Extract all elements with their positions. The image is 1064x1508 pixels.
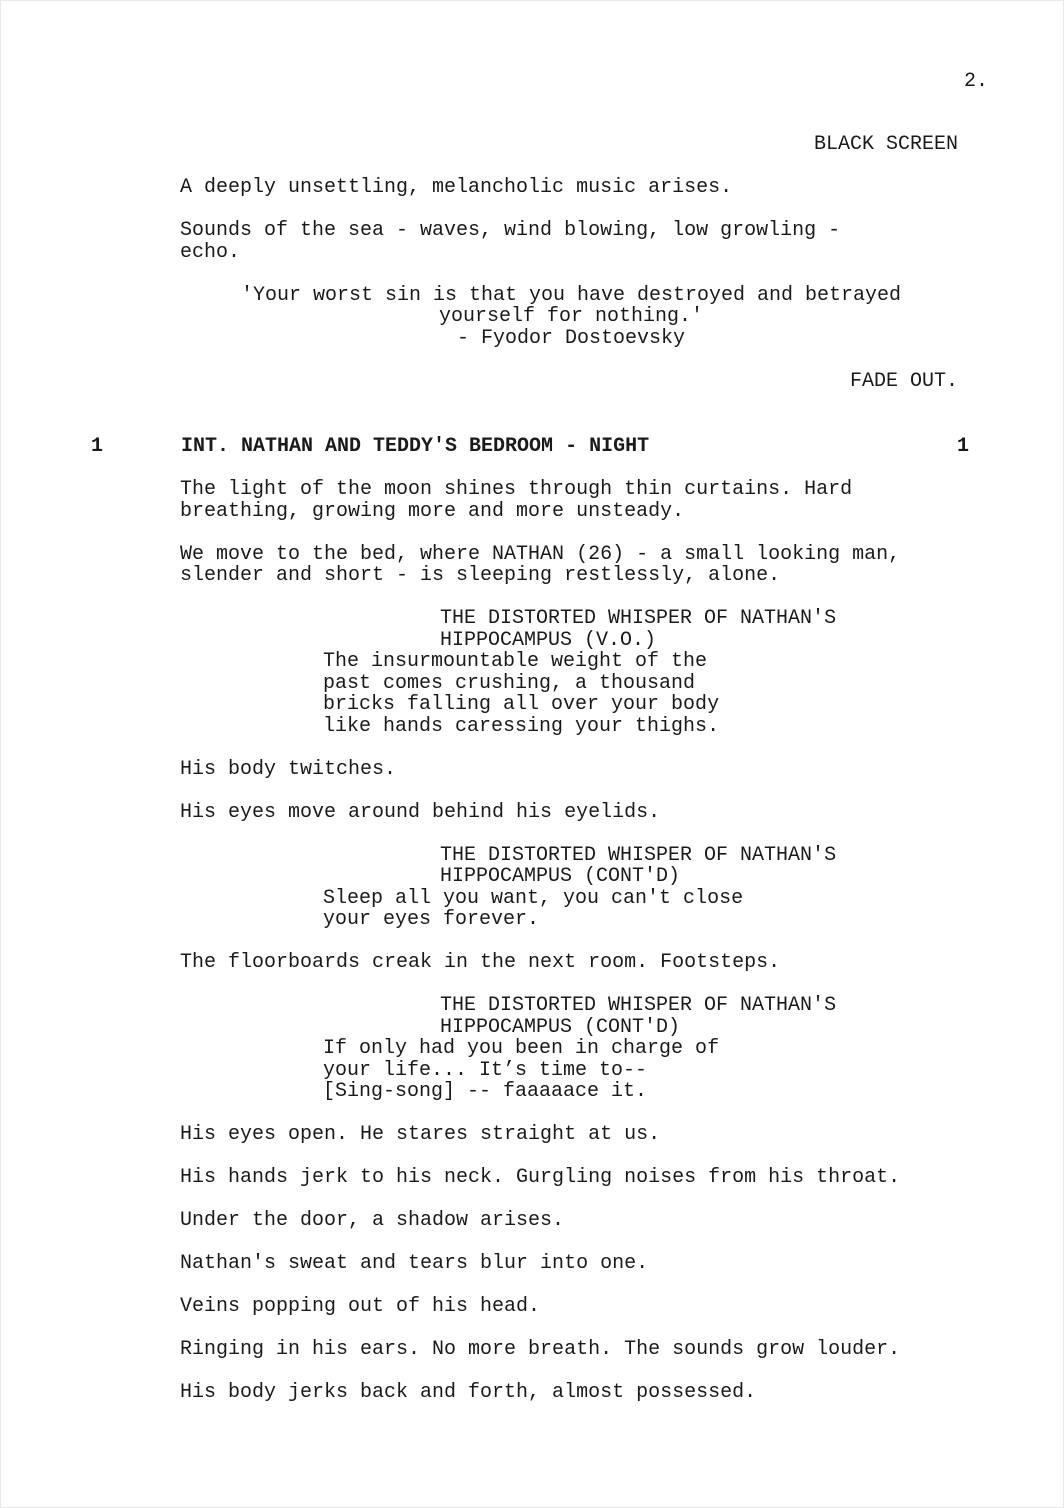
action-line: Nathan's sweat and tears blur into one. bbox=[180, 1252, 649, 1275]
dialogue-line: The insurmountable weight of the bbox=[323, 650, 708, 673]
dialogue-line: Sleep all you want, you can't close bbox=[323, 887, 744, 910]
action-line: A deeply unsettling, melancholic music arises. bbox=[180, 176, 733, 199]
action-line: Ringing in his ears. No more breath. The sounds grow louder. bbox=[180, 1338, 901, 1361]
action-line: We move to the bed, where NATHAN (26) - a small looking man, bbox=[180, 543, 901, 566]
dialogue-line: your eyes forever. bbox=[323, 908, 540, 931]
action-line: breathing, growing more and more unsteady. bbox=[180, 500, 685, 523]
character-cue: THE DISTORTED WHISPER OF NATHAN'S bbox=[440, 607, 837, 630]
character-cue: THE DISTORTED WHISPER OF NATHAN'S bbox=[440, 844, 837, 867]
quote-attribution: - Fyodor Dostoevsky bbox=[456, 327, 686, 350]
action-line: Under the door, a shadow arises. bbox=[180, 1209, 565, 1232]
action-line: His eyes move around behind his eyelids. bbox=[180, 801, 661, 824]
dialogue-line: like hands caressing your thighs. bbox=[323, 715, 720, 738]
dialogue-line: past comes crushing, a thousand bbox=[323, 672, 696, 695]
action-line: slender and short - is sleeping restlessly, alone. bbox=[180, 564, 781, 587]
action-line: Sounds of the sea - waves, wind blowing, low growling - bbox=[180, 219, 841, 242]
dialogue-line: If only had you been in charge of bbox=[323, 1037, 720, 1060]
scene-number-right: 1 bbox=[957, 435, 970, 458]
action-line: His body twitches. bbox=[180, 758, 397, 781]
action-line: The floorboards creak in the next room. Footsteps. bbox=[180, 951, 781, 974]
scene-heading: INT. NATHAN AND TEDDY'S BEDROOM - NIGHT bbox=[181, 435, 650, 458]
action-line: echo. bbox=[180, 241, 241, 264]
quote-line: yourself for nothing.' bbox=[438, 305, 704, 328]
action-line: His hands jerk to his neck. Gurgling noises from his throat. bbox=[180, 1166, 901, 1189]
action-line: Veins popping out of his head. bbox=[180, 1295, 541, 1318]
dialogue-line: bricks falling all over your body bbox=[323, 693, 720, 716]
page-number: 2. bbox=[963, 70, 988, 93]
transition-fade-out: FADE OUT. bbox=[849, 370, 958, 393]
action-line: The light of the moon shines through thin curtains. Hard bbox=[180, 478, 853, 501]
character-cue: HIPPOCAMPUS (V.O.) bbox=[440, 629, 657, 652]
action-line: His eyes open. He stares straight at us. bbox=[180, 1123, 661, 1146]
action-line: His body jerks back and forth, almost possessed. bbox=[180, 1381, 757, 1404]
transition-black-screen: BLACK SCREEN bbox=[813, 133, 958, 156]
scene-number-left: 1 bbox=[91, 435, 104, 458]
quote-line: 'Your worst sin is that you have destroyed and betrayed bbox=[240, 284, 902, 307]
dialogue-line: your life... It’s time to-- bbox=[323, 1059, 648, 1082]
dialogue-line: [Sing-song] -- faaaaace it. bbox=[323, 1080, 648, 1103]
character-cue: HIPPOCAMPUS (CONT'D) bbox=[440, 1016, 681, 1039]
character-cue: THE DISTORTED WHISPER OF NATHAN'S bbox=[440, 994, 837, 1017]
character-cue: HIPPOCAMPUS (CONT'D) bbox=[440, 865, 681, 888]
